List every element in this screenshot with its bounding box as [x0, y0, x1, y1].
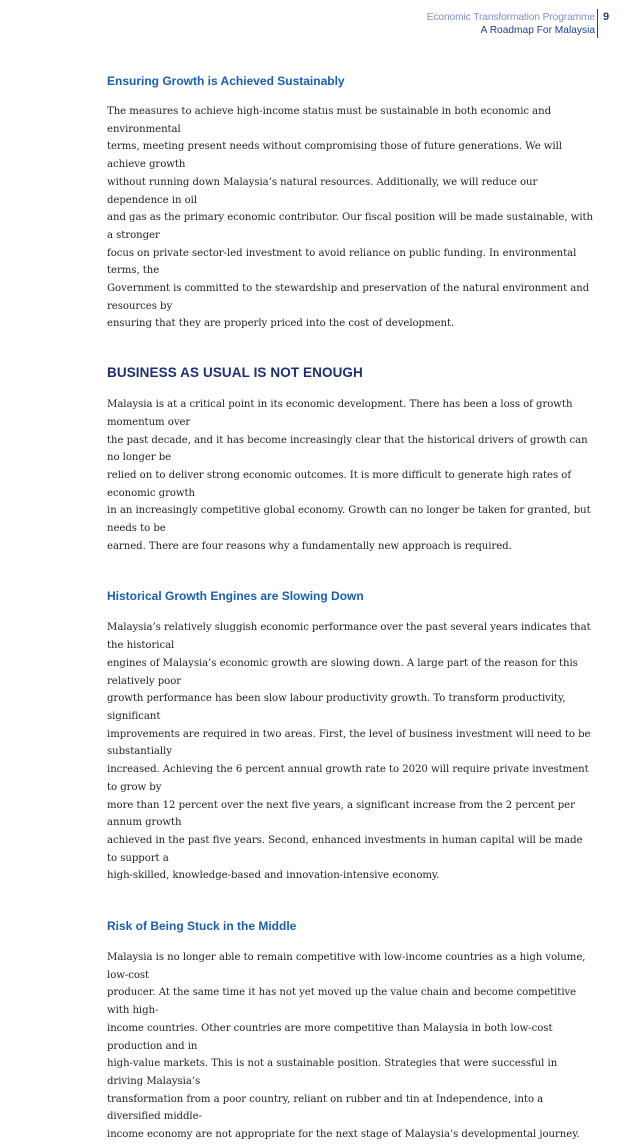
text-line: without running down Malaysia’s natural resources. Additionally, we will reduce our dependence in oil	[107, 176, 538, 206]
text-line: relied on to deliver strong economic outcomes. It is more difficult to generate high rates of economic growth	[107, 469, 572, 499]
text-line: Malaysia’s relatively sluggish economic performance over the past several years indicates that the historical	[107, 622, 591, 652]
text-line: ensuring that they are properly priced into the cost of development.	[107, 318, 455, 330]
text-line: income countries. Other countries are more competitive than Malaysia in both low-cost production and in	[107, 1022, 553, 1052]
text-line: earned. There are four reasons why a fundamentally new approach is required.	[107, 540, 512, 552]
text-line: the past decade, and it has become increasingly clear that the historical drivers of growth can no longer be	[107, 434, 588, 464]
text-line: producer. At the same time it has not yet moved up the value chain and become competitive with high-	[107, 987, 577, 1017]
text-line: improvements are required in two areas. First, the level of business investment will need to be substantially	[107, 728, 591, 758]
section-heading-stuck-in-middle: Risk of Being Stuck in the Middle	[107, 919, 297, 934]
publication-subtitle: A Roadmap For Malaysia	[480, 25, 595, 36]
running-header	[427, 11, 595, 37]
text-line: high-skilled, knowledge-based and innovation-intensive economy.	[107, 870, 440, 882]
section-heading-growth-engines: Historical Growth Engines are Slowing Down	[107, 589, 364, 604]
text-line: and gas as the primary economic contributor. Our fiscal position will be made sustainable, with a stronger	[107, 212, 593, 241]
text-line: increased. Achieving the 6 percent annual growth rate to 2020 will require private investment to grow by	[107, 764, 589, 793]
text-line: engines of Malaysia’s economic growth are slowing down. A large part of the reason for this relatively poor	[107, 657, 578, 687]
text-line: high-value markets. This is not a sustainable position. Strategies that were successful in driving Malaysia’s	[107, 1058, 558, 1087]
text-line: The measures to achieve high-income status must be sustainable in both economic and environmental	[107, 106, 552, 135]
text-line: Government is committed to the stewardship and preservation of the natural environment and resources by	[107, 283, 590, 312]
section-heading-business-as-usual: BUSINESS AS USUAL IS NOT ENOUGH	[107, 365, 363, 381]
text-line: growth performance has been slow labour productivity growth. To transform productivity, significant	[107, 693, 566, 722]
text-line: income economy are not appropriate for the next stage of Malaysia’s developmental journey.	[107, 1129, 580, 1141]
text-line: achieved in the past five years. Second, enhanced investments in human capital will be made to support a	[107, 834, 583, 864]
page-number: 9	[603, 11, 610, 23]
text-line: in an increasingly competitive global economy. Growth can no longer be taken for granted, but needs to be	[107, 505, 591, 535]
header-divider	[597, 9, 598, 38]
text-line: terms, meeting present needs without compromising those of future generations. We will achieve growth	[107, 141, 562, 171]
text-line: focus on private sector-led investment to avoid reliance on public funding. In environmental terms, the	[107, 247, 577, 277]
text-line: Malaysia is at a critical point in its economic development. There has been a loss of growth momentum over	[107, 399, 573, 428]
paragraph-stuck-in-middle	[107, 949, 595, 1144]
publication-series-title: Economic Transformation Programme	[426, 12, 595, 23]
paragraph-sustainable-growth	[107, 103, 595, 333]
paragraph-growth-engines	[107, 619, 595, 885]
paragraph-business-as-usual	[107, 396, 595, 555]
text-line: transformation from a poor country, reliant on rubber and tin at Independence, into a diversified middle-	[107, 1093, 544, 1123]
page-content	[107, 72, 595, 1144]
text-line: more than 12 percent over the next five years, a significant increase from the 2 percent per annum growth	[107, 799, 575, 829]
section-heading-sustainable-growth: Ensuring Growth is Achieved Sustainably	[107, 74, 345, 88]
text-line: Malaysia is no longer able to remain competitive with low-income countries as a high volume, low-cost	[107, 952, 586, 981]
